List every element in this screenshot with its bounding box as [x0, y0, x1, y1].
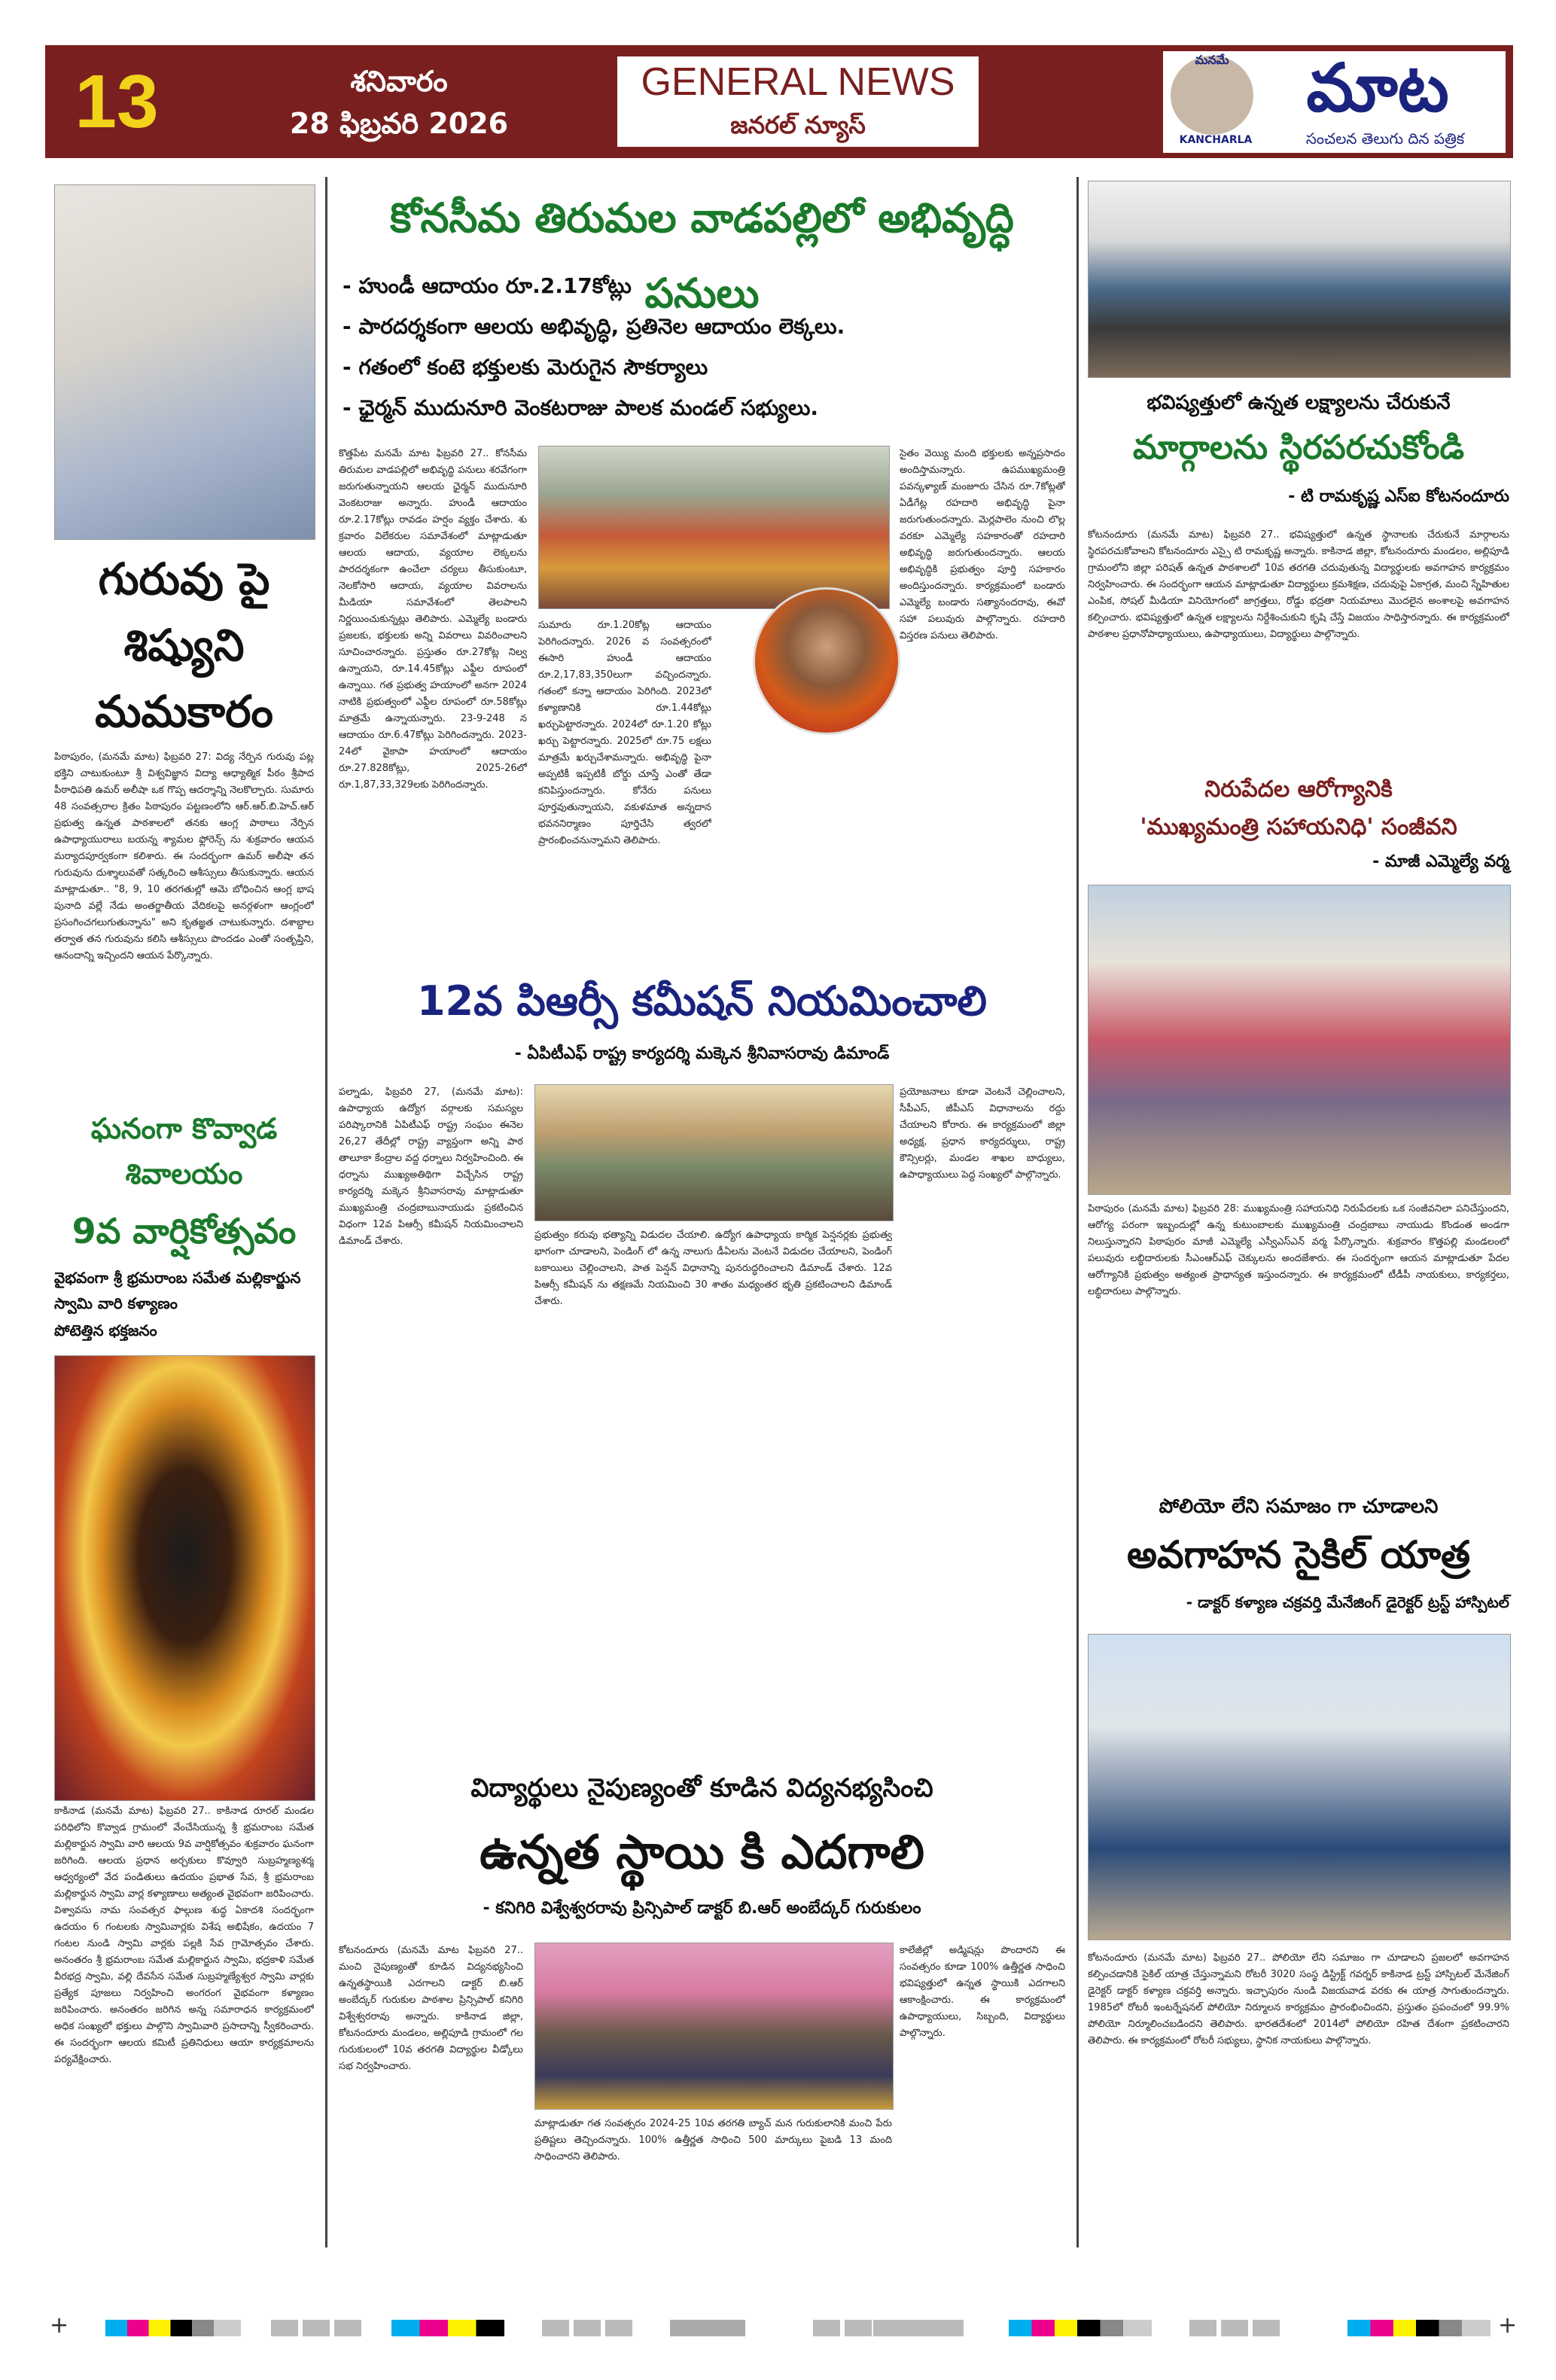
right-story3-body: కోటనందూరు (మనమే మాట) ఫిబ్రవరి 27.. పోలియో లేని సమాజం గా చూడాలని ప్రజలలో అవగాహన కల్పించడానికి సైకిల్ యాత్ర చేస్తున్నామని రోటరీ 3020 సంస్థ డిస్ట్రిక్ట్ గవర్నర్ కాకినాడ ట్రస్ట్ హాస్పిటల్ మేనేజింగ్ డైరెక్టర్ డాక్టర్ కళ్యాణ చక్రవర్తి అన్నారు. ఇచ్ఛాపురం నుండి విజయవాడ వరకు ఈ యాత్ర సాగుతుందన్నారు. 1985లో రోటరీ ఇంటర్నేషనల్ పోలియో నిర్మూలన కార్యక్రమం ప్రారంభించిందని, ప్రస్తుతం ప్రపంచంలో 99.9% పోలియో నిర్మూలించబడిందని తెలిపారు. భారతదేశంలో 2014లో పోలియో రహిత దేశంగా ప్రకటించారని తెలిపారు. ఈ కార్యక్రమంలో రోటరీ సభ్యులు, స్థానిక నాయకులు పాల్గొన్నారు. — [1088, 1952, 1509, 2046]
story-temple-body: కాకినాడ (మనమే మాట) ఫిబ్రవరి 27.. కాకినాడ రూరల్ మండల పరిధిలోని కొవ్వాడ గ్రామంలో వేంచేసియున్న శ్రీ భ్రమరాంబ సమేత మల్లికార్జున స్వామి వారి ఆలయ 9వ వార్షికోత్సవం శుక్రవారం ఘనంగా జరిగింది. ఆలయ ప్రధాన అర్చకులు కొవ్వూరి సుబ్రహ్మణ్యశర్మ ఆధ్వర్యంలో వేద పండితులు ఉదయం ప్రభాత సేవ, శ్రీ భ్రమరాంబ మల్లికార్జున స్వామి వార్ల కళ్యాణాలు అత్యంత వైభవంగా జరిపించారు. విశ్వావసు నామ సంవత్సర ఫాల్గుణ శుద్ధ ఏకాదశి సందర్భంగా ఉదయం 6 గంటలకు స్వామివార్లకు విశేష అభిషేకం, ఉదయం 7 గంటల నుండి స్వామి వార్లకు పల్లకి సేవ గ్రామోత్సవం చేశారు. అనంతరం శ్రీ భ్రమరాంబ సమేత మల్లికార్జున స్వామి, భద్రకాళి సమేత వీరభద్ర స్వామి, వల్లి దేవసేన సమేత సుబ్రహ్మణ్యేశ్వర స్వామి వార్లకు ప్రత్యేక పూజలు నిర్వహించి అంగరంగ వైభవంగా కళ్యాణం జరిపించారు. అనంతరం జరిగిన అన్న సమారాధన కార్యక్రమంలో అధిక సంఖ్యలో భక్తులు పాల్గొని స్వామివారి ప్రసాదాన్ని స్వీకరించారు. ఈ సందర్భంగా ఆలయ కమిటీ ప్రతినిధులు ఆయా కార్యక్రమాలను పర్యవేక్షించారు. — [54, 1806, 314, 2065]
photo-temple-deity — [54, 1355, 315, 1801]
right-story1-body: కోటనందూరు (మనమే మాట) ఫిబ్రవరి 27.. భవిష్యత్తులో ఉన్నత స్థానాలకు చేరుకునే మార్గాలను స్థిరపరచుకోవాలని కోటనందూరు ఎస్సై టి రామకృష్ణ అన్నారు. కాకినాడ జిల్లా, కోటనందూరు మండలం, అల్లిపూడి గ్రామంలోని జిల్లా పరిషత్ ఉన్నత పాఠశాలలో 10వ తరగతి చదువుతున్న విద్యార్థులకు అవగాహన కార్యక్రమం నిర్వహించారు. ఈ సందర్భంగా ఆయన మాట్లాడుతూ విద్యార్థులు క్రమశిక్షణ, చదువుపై ఏకాగ్రత, మంచి స్నేహితుల ఎంపిక, సోషల్ మీడియా వినియోగంలో జాగ్రత్తలు, రోడ్డు భద్రతా నియమాలు మొదలైన అంశాలపై అవగాహన కల్పించారు. భవిష్యత్తులో ఉన్నత లక్ష్యాలను నిర్దేశించుకుని కృషి చేస్తే విజయం సాధిస్తారన్నారు. ఈ కార్యక్రమంలో పాఠశాల ప్రధానోపాధ్యాయులు, ఉపాధ్యాయులు, విద్యార్థులు పాల్గొన్నారు. — [1088, 529, 1509, 640]
right-story1-sub: - టి రామకృష్ణ ఎస్ఐ కోటనందూరు — [1288, 487, 1509, 506]
logo-tagline: సంచలన తెలుగు దిన పత్రిక — [1305, 130, 1465, 148]
photo-farewell-gathering — [534, 1943, 894, 2110]
students-story-subtitle: - కనిగిరి విశ్వేశ్వరరావు ప్రిన్సిపాల్ డాక్టర్ బి.ఆర్ అంబేద్కర్ గురుకులం — [483, 1899, 921, 1918]
right-story2-sub: - మాజీ ఎమ్మెల్యే వర్మ — [1372, 852, 1509, 871]
main-story-col1: కొత్తపేట మనమే మాట ఫిబ్రవరి 27.. కోనసీమ తిరుమల వాడపల్లిలో అభివృద్ధి పనులు శరవేగంగా జరుగుతున్నాయని ఆలయ ఛైర్మన్ ముదునూరి వెంకటరాజు అన్నారు. హుండీ ఆదాయం రూ.2.17కోట్లు రావడం హర్షం వ్యక్తం చేశారు. శు క్రవారం విలేకరుల సమావేశంలో మాట్లాడుతూ ఆలయ ఆదాయ, వ్యయాల లెక్కలను పారదర్శకంగా ఉంచేలా చర్యలు తీసుకుంటూ, నెలకోసారి ఆదాయ, వ్యయాల వివరాలను మీడియా సమావేశంలో తెలపాలని నిర్ణయించుకున్నట్లు తెలిపారు. ఎమ్మెల్యే బండారు ప్రజలకు, భక్తులకు అన్ని వివరాలు వివరించాలని సూచించారన్నారు. ప్రస్తుతం రూ.27కోట్ల నిల్వ ఉన్నాయని, రూ.14.45కోట్లు ఎఫ్డీల రూపంలో ఉన్నాయి. గత ప్రభుత్వ హయాంలో అనగా 2024 నాటికి ప్రభుత్వంలో ఎఫ్డీల రూపంలో రూ.58కోట్లు మాత్రమే ఉన్నాయన్నారు. 23-9-248 న ఆదాయం రూ.6.47కోట్లు పెరిగిందన్నారు. 2023-24లో వైకాపా హయాంలో ఆదాయం రూ.27.828కోట్లు, 2025-26లో రూ.1,87,33,329లకు పెరిగిందన్నారు. — [339, 448, 527, 791]
main-story-col3: సైతం వెయ్యి మంది భక్తులకు అన్నప్రసాదం అందిస్తామన్నారు. ఉపముఖ్యమంత్రి పవన్కళ్యాణ్ మంజూరు చేసిన రూ.7కోట్లతో ఏడీగేట్ల రహదారి అభివృద్ధి పైనా జరుగుతుందన్నారు. మెర్లపాలెం నుంచి లొల్ల వరకూ ఎమ్మెల్యే సహకారంతో రహదారి అభివృద్ధి జరుగుతుందన్నారు. ఆలయ అభివృద్ధికి ప్రభుత్వం పూర్తి సహకారం అందిస్తుందన్నారు. కార్యక్రమంలో బండారు ఎమ్మెల్యే బండారు సత్యానందరావు, ఈవో సహా పలువురు పాల్గొన్నారు. రహదారి విస్తరణ పనులు తెలిపారు. — [900, 448, 1065, 641]
students-story-title: ఉన్నత స్థాయి కి ఎదగాలి — [480, 1824, 924, 1879]
prc-story-title: 12వ పిఆర్సీ కమీషన్ నియమించాలి — [416, 977, 988, 1025]
photo-cycle-rally — [1088, 1634, 1511, 1940]
right-story1-title: మార్గాలను స్థిరపరచుకోండి — [1132, 428, 1465, 467]
students-story-col2: మాట్లాడుతూ గత సంవత్సరం 2024-25 10వ తరగతి బ్యాచ్ మన గురుకులానికి మంచి పేరు ప్రతిష్టలు తెచ్చిందన్నారు. 100% ఉత్తీర్ణత సాధించి 500 మార్కులు పైబడి 13 మంది సాధించారని తెలిపారు. — [534, 2118, 892, 2162]
right-story2-body: పిఠాపురం (మనమే మాట) ఫిబ్రవరి 28: ముఖ్యమంత్రి సహాయనిధి నిరుపేదలకు ఒక సంజీవనిలా పనిచేస్తుందని, ఆరోగ్య పరంగా ఇబ్బందుల్లో ఉన్న కుటుంబాలకు ముఖ్యమంత్రి చంద్రబాబు నాయుడు కొండంత అండగా నిలుస్తున్నారని పిఠాపురం మాజీ ఎమ్మెల్యే ఎస్వీఎస్ఎన్ వర్మ పేర్కొన్నారు. శుక్రవారం కొత్తపల్లి మండలంలో పలువురు లబ్ధిదారులకు సీఎంఆర్ఎఫ్ చెక్కులను అందజేశారు. ఈ సందర్భంగా ఆయన మాట్లాడుతూ పేదల ఆరోగ్యానికి ప్రభుత్వం అత్యంత ప్రాధాన్యత ఇస్తుందన్నారు. ఈ కార్యక్రమంలో టీడీపీ నాయకులు, కార్యకర్తలు, లబ్ధిదారులు పాల్గొన్నారు. — [1088, 1203, 1509, 1297]
prc-story-col2: ప్రభుత్వం కరువు భత్యాన్ని విడుదల చేయాలి. ఉద్యోగ ఉపాధ్యాయ కార్మిక పెన్షనర్లకు ప్రభుత్వ భాగంగా చూడాలని, పెండింగ్ లో ఉన్న నాలుగు డీఏలను వెంటనే విడుదల చేయాలని, పెండింగ్ బకాయిలు చెల్లించాలని, పాత పెన్షన్ విధానాన్ని పునరుద్ధరించాలని డిమాండ్ చేశారు. 12వ పిఆర్సీ కమీషన్ ను తక్షణమే నియమించి 30 శాతం మధ్యంతర భృతి ప్రకటించాలని డిమాండ్ చేశారు. — [534, 1230, 892, 1307]
photo-guru-shishya — [54, 184, 315, 540]
story-temple-title1: ఘనంగా కొవ్వాడ — [90, 1112, 278, 1145]
prc-story-subtitle: - ఏపిటీఎఫ్ రాష్ట్ర కార్యదర్శి మక్కెన శ్రీనివాసరావు డిమాండ్ — [514, 1044, 890, 1063]
column-divider-left — [325, 177, 327, 2247]
story-guru-body: పిఠాపురం, (మనమే మాట) ఫిబ్రవరి 27: విద్య నేర్పిన గురువు పట్ల భక్తిని చాటుకుంటూ శ్రీ విశ్వవిజ్ఞాన విద్యా ఆధ్యాత్మిక పీఠం శ్రీపాద పీఠాధిపతి ఉమర్ అలీషా ఒక గొప్ప ఆదర్శాన్ని నెలకొల్పారు. సుమారు 48 సంవత్సరాల క్రితం పిఠాపురం పట్టణంలోని ఆర్.ఆర్.బి.హెచ్.ఆర్ ప్రభుత్వ ఉన్నత పాఠశాలలో తనకు ఆంగ్ల పాఠాలు నేర్పిన ఉపాధ్యాయురాలు బయన్న శ్యామల ఫ్లోరెన్స్ ను శుక్రవారం ఆయన మర్యాదపూర్వకంగా కలిశారు. ఈ సందర్భంగా ఉమర్ అలీషా తన గురువును దుశ్శాలువతో సత్కరించి ఆశీస్సులు తీసుకున్నారు. ఆయన మాట్లాడుతూ.. "8, 9, 10 తరగతుల్లో ఆమె బోధించిన ఆంగ్ల భాష పునాది వల్లే నేడు అంతర్జాతీయ వేదికలపై అనర్గళంగా ఆంగ్లంలో ప్రసంగించగలుగుతున్నాను" అని కృతజ్ఞత చాటుకున్నారు. దశాబ్దాల తర్వాత తన గురువును కలిసి ఆశీస్సులు పొందడం ఎంతో సంతృప్తిని, ఆనందాన్ని ఇచ్చిందని ఆయన పేర్కొన్నారు. — [54, 751, 314, 961]
color-bar — [271, 2320, 361, 2336]
page-number: 13 — [75, 59, 159, 144]
photo-aptf-protest — [534, 1084, 894, 1221]
logo-main-text: మాట — [1306, 49, 1449, 126]
section-title-te: జనరల్ న్యూస్ — [730, 111, 866, 139]
story-temple-sub2: పోటెత్తిన భక్తజనం — [54, 1321, 157, 1339]
photo-classroom — [1088, 181, 1511, 378]
print-color-bars — [0, 2312, 1556, 2345]
day-label: శనివారం — [350, 65, 448, 98]
section-title-en: GENERAL NEWS — [641, 60, 955, 104]
main-story-bullets — [343, 271, 1065, 423]
date-label: 28 ఫిబ్రవరి 2026 — [289, 107, 509, 140]
main-bullet: - పారదర్శకంగా ఆలయ అభివృద్ధి, ప్రతినెల ఆదాయం లెక్కలు. — [343, 314, 845, 339]
color-bar — [670, 2320, 745, 2336]
main-story-title: కోనసీమ తిరుమల వాడపల్లిలో అభివృద్ధి పనులు — [390, 194, 1014, 317]
color-bar — [391, 2320, 504, 2336]
students-story-col1: కోటనందూరు (మనమే మాట ఫిబ్రవరి 27.. మంచి నైపుణ్యంతో కూడిన విద్యనభ్యసించి ఉన్నతస్థాయికి ఎదగాలని డాక్టర్ బి.ఆర్ అంబేద్కర్ గురుకుల పాఠశాల ప్రిన్సిపాల్ కనిగిరి విశ్వేశ్వరరావు అన్నారు. కాకినాడ జిల్లా, కోటనందూరు మండలం, అల్లిపూడి గ్రామంలో గల గురుకులంలో 10వ తరగతి విద్యార్థుల వీడ్కోలు సభ నిర్వహించారు. — [339, 1945, 523, 2072]
right-story3-sub: - డాక్టర్ కళ్యాణ చక్రవర్తి మేనేజింగ్ డైరెక్టర్ ట్రస్ట్ హాస్పిటల్ — [1186, 1593, 1509, 1611]
color-bar — [105, 2320, 241, 2336]
logo-small-text: KANCHARLA — [1179, 134, 1253, 146]
main-bullet: - హుండీ ఆదాయం రూ.2.17కోట్లు — [343, 273, 632, 298]
story-temple-title2: శివాలయం — [125, 1157, 243, 1190]
logo-top-text: మనమే — [1195, 53, 1229, 67]
story-guru-title: గురువు పై శిష్యుని మమకారం — [95, 553, 273, 737]
photo-devotees-gathering — [538, 446, 890, 609]
main-story-col2: సుమారు రూ.1.20కోట్ల ఆదాయం పెరిగిందన్నారు. 2026 వ సంవత్సరంలో ఈసారి హుండీ ఆదాయం రూ.2,17,83,350లుగా వచ్చిందన్నారు. గతంలో కన్నా ఆదాయం పెరిగింది. 2023లో కళ్యాణానికి రూ.1.44కోట్లు ఖర్చుపెట్టారన్నారు. 2024లో రూ.1.20 కోట్లు ఖర్చు పెట్టారన్నారు. 2025లో రూ.75 లక్షలు మాత్రమే ఖర్చుచేశామన్నారు. అభివృద్ధి పైనా అప్పటికీ ఇప్పటికీ బోర్డు చూస్తే ఎంతో తేడా కనిపిస్తుందన్నారు. కోనేరు పనులు పూర్తవుతున్నాయని, వకుళమాత అన్నదాన భవననిర్మాణం పూర్తిచేసి త్వరలో ప్రారంభించనున్నామని తెలిపారు. — [538, 620, 711, 846]
color-bar — [1189, 2320, 1280, 2336]
main-bullet: - గతంలో కంటె భక్తులకు మెరుగైన సౌకర్యాలు — [343, 355, 708, 379]
right-story3-kicker: పోలియో లేని సమాజం గా చూడాలని — [1159, 1495, 1439, 1518]
column-divider-right — [1076, 177, 1079, 2247]
students-story-col3: కాలేజీల్లో అడ్మిషన్లు పొందారని ఈ సంవత్సరం కూడా 100% ఉత్తీర్ణత సాధించి భవిష్యత్తులో ఉన్నత స్థాయికి ఎదగాలని ఆకాంక్షించారు. ఈ కార్యక్రమంలో ఉపాధ్యాయులు, సిబ్బంది, విద్యార్థులు పాల్గొన్నారు. — [900, 1945, 1065, 2039]
story-temple-title3: 9వ వార్షికోత్సవం — [72, 1211, 297, 1251]
story-temple-sub1: వైభవంగా శ్రీ భ్రమరాంబ సమేత మల్లికార్జున స్వామి వారి కళ్యాణం — [54, 1269, 301, 1312]
photo-cmrf-distribution — [1088, 885, 1511, 1195]
right-story2-title: 'ముఖ్యమంత్రి సహాయనిధి' సంజీవని — [1140, 814, 1457, 840]
right-story2-kicker: నిరుపేదల ఆరోగ్యానికి — [1204, 776, 1393, 803]
crop-mark-icon: + — [50, 2312, 69, 2339]
color-bar — [873, 2320, 964, 2336]
prc-story-col3: ప్రయోజనాలు కూడా వెంటనే చెల్లించాలని, సీపీఎస్, జీపీఎస్ విధానాలను రద్దు చేయాలని కోరారు. ఈ కార్యక్రమంలో జిల్లా అధ్యక్ష, ప్రధాన కార్యదర్శులు, రాష్ట్ర కౌన్సిలర్లు, మండల శాఖల బాధ్యులు, ఉపాధ్యాయులు పెద్ద సంఖ్యలో పాల్గొన్నారు. — [900, 1086, 1065, 1181]
right-story3-title: అవగాహన సైకిల్ యాత్ర — [1127, 1533, 1470, 1577]
color-bar — [1347, 2320, 1491, 2336]
color-bar — [1009, 2320, 1152, 2336]
photo-chairman-portrait — [753, 587, 900, 735]
prc-story-col1: పల్నాడు, ఫిబ్రవరి 27, (మనమే మాట): ఉపాధ్యాయ ఉద్యోగ వర్గాలకు సమస్యల పరిష్కారానికి ఏపిటీఎఫ్ రాష్ట్ర సంఘం ఈనెల 26,27 తేదీల్లో రాష్ట్ర వ్యాప్తంగా అన్ని పాఠ తాలూకా కేంద్రాల వద్ద ధర్నాలు నిర్వహించింది. ఈ ధర్నాను ముఖ్యఅతిథిగా విచ్చేసిన రాష్ట్ర కార్యదర్శి మక్కెన శ్రీనివాసరావు మాట్లాడుతూ ముఖ్యమంత్రి చంద్రబాబునాయుడు ప్రకటించిన విధంగా 12వ పిఆర్సీ కమీషన్ నియమించాలని డిమాండ్ చేశారు. — [339, 1086, 523, 1247]
right-story1-kicker: భవిష్యత్తులో ఉన్నత లక్ష్యాలను చేరుకునే — [1146, 392, 1451, 414]
crop-mark-icon: + — [1498, 2312, 1518, 2339]
students-story-kicker: విద్యార్థులు నైపుణ్యంతో కూడిన విద్యనభ్యసించి — [470, 1773, 933, 1803]
main-bullet: - ఛైర్మన్ ముదునూరి వెంకటరాజు పాలక మండల్ సభ్యులు. — [343, 395, 819, 420]
date-block — [226, 60, 572, 145]
color-bar — [542, 2320, 632, 2336]
